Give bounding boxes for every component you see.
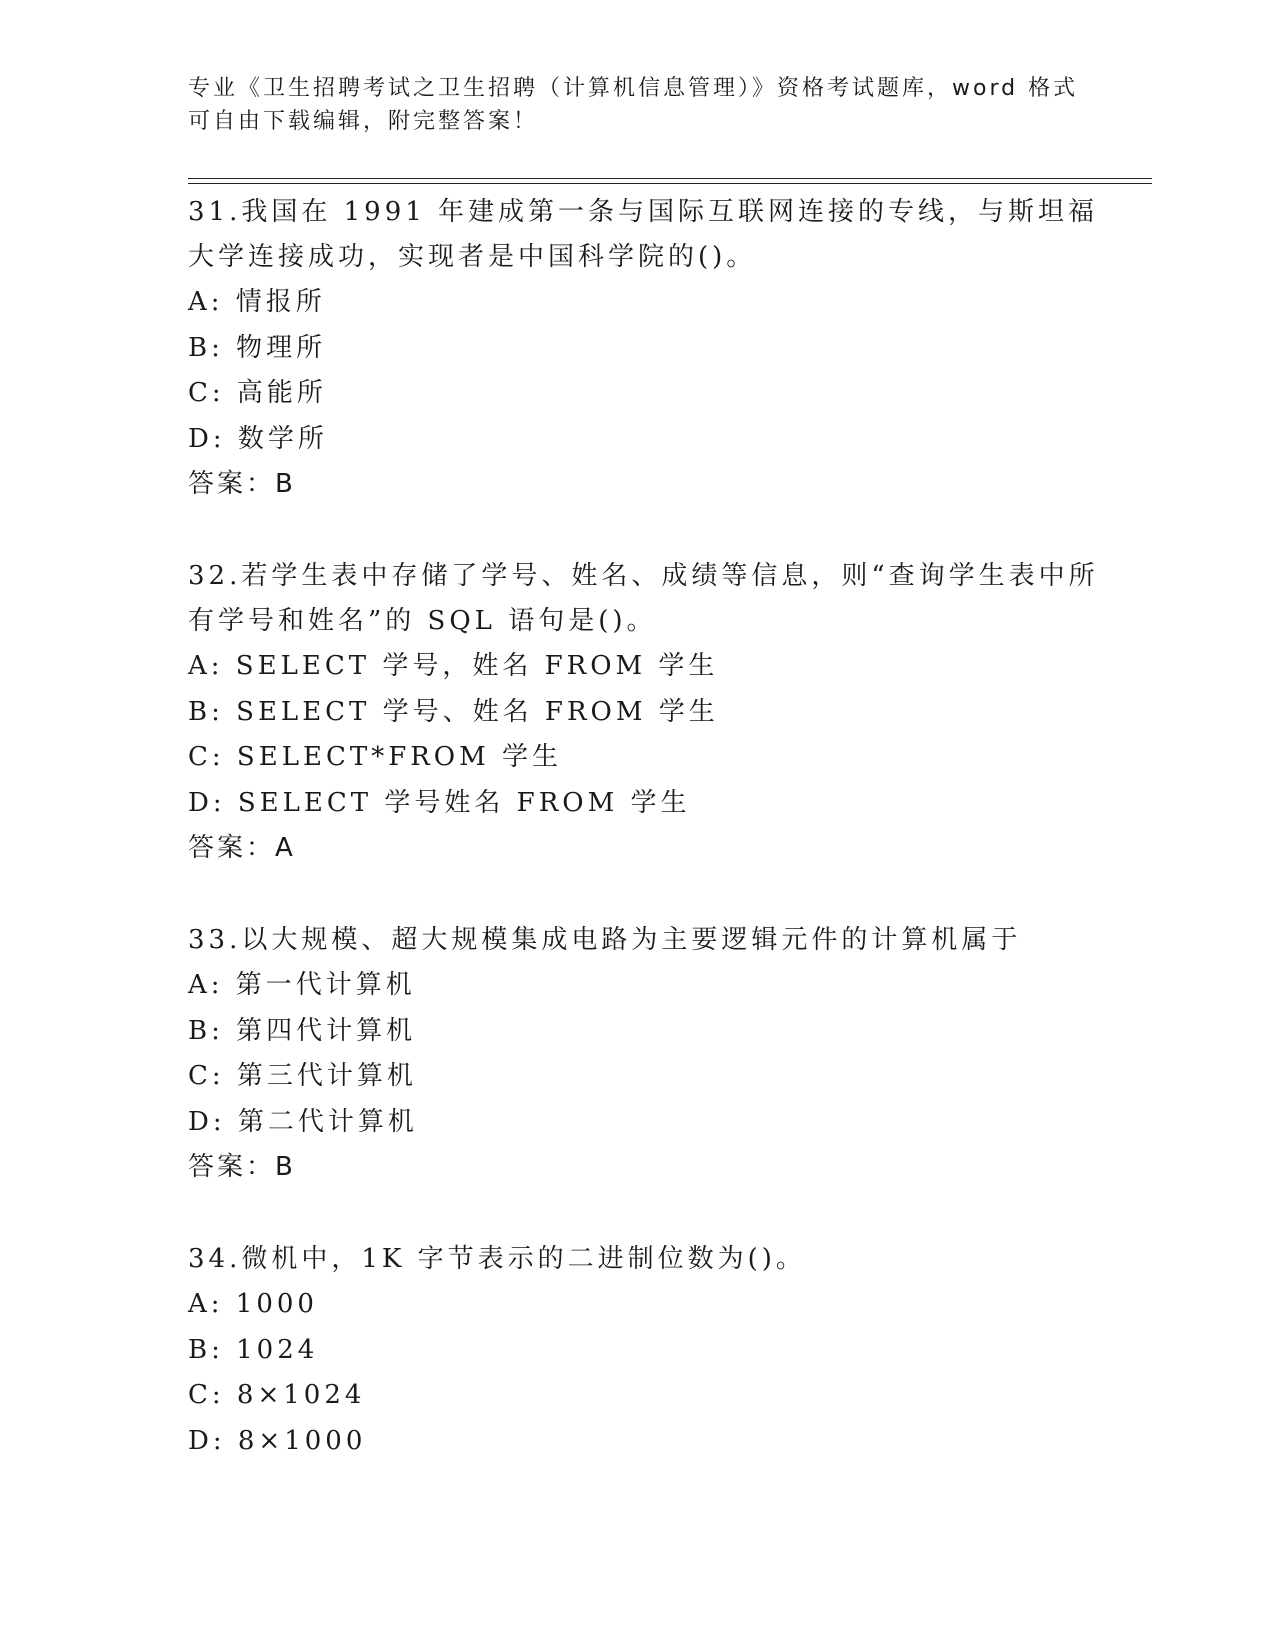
option-a: A: SELECT 学号，姓名 FROM 学生 xyxy=(188,651,719,681)
question-title: 34.微机中，1K 字节表示的二进制位数为()。 xyxy=(188,1244,806,1274)
option-b: B: 第四代计算机 xyxy=(188,1015,417,1046)
option-a: A: 情报所 xyxy=(188,287,326,317)
option-c: C: 高能所 xyxy=(188,378,327,408)
answer: 答案：B xyxy=(188,1152,296,1182)
option-c: C: SELECT*FROM 学生 xyxy=(188,742,563,772)
question-32 xyxy=(188,554,1108,871)
document-header xyxy=(188,72,1088,138)
option-c: C: 第三代计算机 xyxy=(188,1061,417,1091)
answer: 答案：A xyxy=(188,833,296,863)
option-b: B: 1024 xyxy=(188,1334,319,1365)
header-line-1: 专业《卫生招聘考试之卫生招聘（计算机信息管理）》资格考试题库，word 格式 xyxy=(188,76,1079,101)
question-title: 33.以大规模、超大规模集成电路为主要逻辑元件的计算机属于 xyxy=(188,925,1022,955)
option-a: A: 1000 xyxy=(188,1289,318,1319)
option-d: D: 8×1000 xyxy=(188,1425,367,1456)
question-31 xyxy=(188,190,1108,507)
option-c: C: 8×1024 xyxy=(188,1380,366,1410)
header-divider-top xyxy=(188,178,1152,179)
option-b: B: 物理所 xyxy=(188,332,327,363)
option-b: B: SELECT 学号、姓名 FROM 学生 xyxy=(188,696,719,727)
option-d: D: SELECT 学号姓名 FROM 学生 xyxy=(188,787,691,818)
question-34 xyxy=(188,1237,1108,1464)
header-line-2: 可自由下载编辑，附完整答案！ xyxy=(188,109,539,134)
option-a: A: 第一代计算机 xyxy=(188,970,416,1000)
question-33 xyxy=(188,918,1108,1190)
option-d: D: 数学所 xyxy=(188,423,328,454)
question-title: 31.我国在 1991 年建成第一条与国际互联网连接的专线，与斯坦福大学连接成功，实现者是中国科学院的()。 xyxy=(188,197,1099,272)
header-divider-bottom xyxy=(188,183,1152,184)
option-d: D: 第二代计算机 xyxy=(188,1106,418,1137)
answer: 答案：B xyxy=(188,469,296,499)
question-title: 32.若学生表中存储了学号、姓名、成绩等信息，则“查询学生表中所有学号和姓名”的 SQL 语句是()。 xyxy=(188,561,1099,636)
